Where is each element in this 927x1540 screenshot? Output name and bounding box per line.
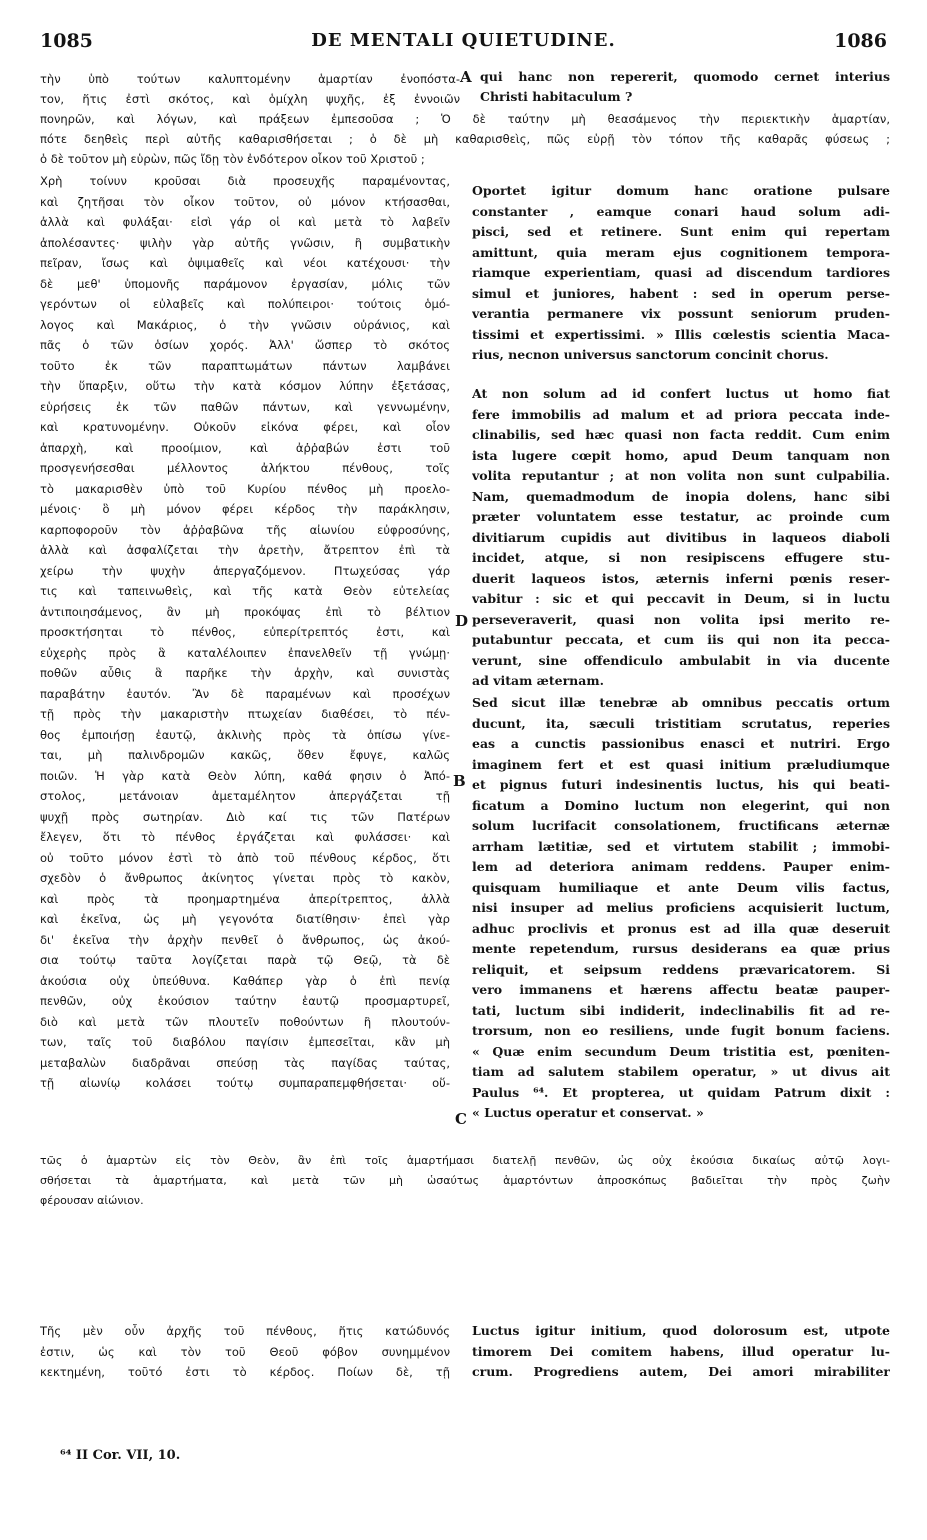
greek-column-line: ἀπαρχὴ, καὶ προοίμιον, καὶ ἀῤῥαβών ἐστι τοῦ	[40, 441, 450, 455]
greek-column-line: δὲ μεθ' ὑπομονῆς παράμονον ἐργασίαν, μόλις τῶν	[40, 277, 450, 291]
greek-column-line: στολος, μετάνοιαν ἀμεταμέλητον ἀπεργάζεται τῇ	[40, 789, 450, 803]
greek-column-line: ἔλεγεν, ὅτι τὸ πένθος ἐργάζεται καὶ φυλάσσει· καὶ	[40, 830, 450, 844]
latin-column-line: ista lugere cœpit homo, apud Deum tanquam non	[472, 448, 890, 463]
greek-column-line: διὸ καὶ μετὰ τῶν πλουτεῖν ποθούντων ἢ πλουτούν-	[40, 1015, 450, 1029]
greek-column-line: εὐχερὴς πρὸς ἃ καταλέλοιπεν ἐπανελθεῖν τῇ γνώμῃ·	[40, 646, 450, 660]
footnote: ⁶⁴ II Cor. VII, 10.	[60, 1448, 181, 1463]
top-greek-line: τὴν ὑπὸ τούτων καλυπτομένην ἁμαρτίαν ἐνοπόστα-	[40, 72, 460, 86]
latin-column-line: putabuntur peccata, et cum iis qui non ita pecca-	[472, 632, 890, 647]
latin-column-line: lem ad deteriora animam reddens. Pauper enim-	[472, 859, 890, 874]
latin-column-line: amittunt, quia meram ejus cognitionem tempora-	[472, 245, 890, 260]
greek-column-line: ἀντιποιησάμενος, ἂν μὴ προκόψας ἐπὶ τὸ βέλτιον	[40, 605, 450, 619]
greek-column-line: καὶ κρατυνομένην. Οὐκοῦν εἰκόνα φέρει, καὶ οἷον	[40, 420, 450, 434]
greek-column-line: χείρω τὴν ψυχὴν ἀπεργαζόμενον. Πτωχεύσας γάρ	[40, 564, 450, 578]
greek-column-line: τὸ μακαρισθὲν ὑπὸ τοῦ Κυρίου πένθος μὴ προελο-	[40, 482, 450, 496]
greek-column-line: παραβάτην ἑαυτόν. Ἂν δὲ παραμένων καὶ προσέχων	[40, 687, 450, 701]
latin-column-line: duerit laqueos istos, æternis inferni pœnis reser-	[472, 571, 890, 586]
greek-column-line: σχεδὸν ὁ ἄνθρωπος ἀκίνητος γίνεται πρὸς τὸ κακὸν,	[40, 871, 450, 885]
greek-column-line: σια τούτῳ ταῦτα λογίζεται παρὰ τῷ Θεῷ, τὰ δὲ	[40, 953, 450, 967]
latin-column-line: ad vitam æternam.	[472, 673, 604, 688]
latin-column-line: simul et juniores, habent : sed in operum perse-	[472, 286, 890, 301]
end-latin-line: crum. Progrediens autem, Dei amori mirabiliter	[472, 1364, 890, 1379]
greek-column-line: καὶ πρὸς τὰ προημαρτημένα ἀπερίτρεπτος, ἀλλὰ	[40, 892, 450, 906]
page-title: DE MENTALI QUIETUDINE.	[311, 30, 616, 51]
latin-column-line: verantia permanere vix possunt seniorum pruden-	[472, 306, 890, 321]
bottom-wide-line: τῶς ὁ ἁμαρτὼν εἰς τὸν Θεὸν, ἂν ἐπὶ τοῖς ἁμαρτήμασι διατελῇ πενθῶν, ὡς οὐχ ἑκούσια δικαίως αὐτῷ λογι-	[40, 1154, 890, 1167]
greek-column-line: δι' ἐκεῖνα τὴν ἀρχὴν πενθεῖ ὁ ἄνθρωπος, ὡς ἀκού-	[40, 933, 450, 947]
greek-column-line: οὐ τοῦτο μόνον ἐστὶ τὸ ἀπὸ τοῦ πένθους κέρδος, ὅτι	[40, 851, 450, 865]
greek-column-line: ται, μὴ παλινδρομῶν κακῶς, ὅθεν ἔφυγε, καλῶς	[40, 748, 450, 762]
margin-letter-d: D	[455, 612, 469, 630]
latin-column-line: tiam ad salutem stabilem operatur, » ut divus ait	[472, 1064, 890, 1079]
bottom-wide-line: φέρουσαν αἰώνιον.	[40, 1194, 144, 1207]
latin-column-line: adhuc proclivis et pronus est ad illa quæ deseruit	[472, 921, 890, 936]
top-greek-line: πονηρῶν, καὶ λόγων, καὶ πράξεων ἐμπεσοῦσα ; Ὁ δὲ ταύτην μὴ θεασάμενος τὴν περιεκτικὴν ἁμαρτίαν,	[40, 112, 890, 126]
latin-column-line: solum lucrifacit consolationem, fructificans æternæ	[472, 818, 890, 833]
latin-column-line: « Luctus operatur et conservat. »	[472, 1105, 704, 1120]
greek-column-line: ἀπολέσαντες· ψιλὴν γὰρ αὐτῆς γνῶσιν, ἢ συμβατικὴν	[40, 236, 450, 250]
end-greek-line: κεκτημένη, τοῦτό ἐστι τὸ κέρδος. Ποίων δὲ, τῇ	[40, 1365, 450, 1379]
latin-column-line: arrham lætitiæ, sed et virtutem stabilit ; immobi-	[472, 839, 890, 854]
latin-column-line: « Quæ enim secundum Deum tristitia est, pœniten-	[472, 1044, 890, 1059]
end-latin-line: Luctus igitur initium, quod dolorosum est, utpote	[472, 1323, 890, 1338]
end-greek-line: Τῆς μὲν οὖν ἀρχῆς τοῦ πένθους, ἥτις κατώδυνός	[40, 1324, 450, 1338]
latin-column-line: divitiarum cupidis aut divitibus in laqueos diaboli	[472, 530, 890, 545]
greek-column-line: καρποφοροῦν τὸν ἀῤῥαβῶνα τῆς αἰωνίου εὐφροσύνης,	[40, 523, 450, 537]
latin-column-line: tati, luctum sibi indiderit, indeclinabilis fit ad re-	[472, 1003, 890, 1018]
greek-column-line: προσκτήσηται τὸ πένθος, εὐπερίτρεπτός ἐστι, καὶ	[40, 625, 450, 639]
greek-column-line: ποθῶν αὖθις ἃ παρῆκε τὴν ἀρχὴν, καὶ συνιστὰς	[40, 666, 450, 680]
greek-column-line: Χρὴ τοίνυν κροῦσαι διὰ προσευχῆς παραμένοντας,	[40, 174, 450, 188]
greek-column-line: καὶ ἐκεῖνα, ὡς μὴ γεγονότα διατίθησιν· ἐπεὶ γὰρ	[40, 912, 450, 926]
top-greek-line: πότε δεηθεὶς περὶ αὐτῆς καθαρισθήσεται ; ὁ δὲ μὴ καθαρισθεὶς, πῶς εὑρῇ τὸν τόπον τῆς καθαρᾶς φύσεως ;	[40, 132, 890, 146]
margin-letter-b: B	[453, 772, 466, 790]
latin-column-line: vero immanens et hærens affectu beatæ pauper-	[472, 982, 890, 997]
latin-column-line: quisquam humiliaque et ante Deum vilis factus,	[472, 880, 890, 895]
end-latin-line: timorem Dei comitem habens, illud operatur lu-	[472, 1344, 890, 1359]
bottom-wide-line: σθήσεται τὰ ἁμαρτήματα, καὶ μετὰ τῶν μὴ ὡσαύτως ἁμαρτόντων ἀπροσκόπως βαδιεῖται τὴν πρὸς ζωὴν	[40, 1174, 890, 1187]
top-latin-line: qui hanc non repererit, quomodo cernet interius	[480, 69, 890, 84]
greek-column-line: ἀλλὰ καὶ φυλάξαι· εἰσὶ γάρ οἱ καὶ μετὰ τὸ λαβεῖν	[40, 215, 450, 229]
greek-column-line: πενθῶν, οὐχ ἑκούσιον ταύτην ἑαυτῷ προσμαρτυρεῖ,	[40, 994, 450, 1008]
latin-column-line: Nam, quemadmodum de inopia dolens, hanc sibi	[472, 489, 890, 504]
latin-column-line: trorsum, non eo resiliens, unde fugit bonum faciens.	[472, 1023, 890, 1038]
greek-column-line: γερόντων οἱ εὐλαβεῖς καὶ πολύπειροι· τούτοις ὁμό-	[40, 297, 450, 311]
latin-column-line: constanter , eamque conari haud solum adi-	[472, 204, 890, 219]
latin-column-line: At non solum ad id confert luctus ut homo fiat	[472, 386, 890, 401]
latin-column-line: mente repetendum, rursus desiderans ea quæ prius	[472, 941, 890, 956]
greek-column-line: ἀκούσια οὐχ ὑπεύθυνα. Καθάπερ γὰρ ὁ ἐπὶ πενίᾳ	[40, 974, 450, 988]
latin-column-line: ficatum a Domino luctum non elegerint, qui non	[472, 798, 890, 813]
greek-column-line: καὶ ζητῆσαι τὸν οἶκον τοῦτον, οὐ μόνον κτήσασθαι,	[40, 195, 450, 209]
margin-letter-a: A	[460, 68, 472, 86]
end-greek-line: ἐστιν, ὡς καὶ τὸν τοῦ Θεοῦ φόβον συνημμένον	[40, 1345, 450, 1359]
latin-column-line: eas a cunctis passionibus enasci et nutriri. Ergo	[472, 736, 890, 751]
latin-column-line: imaginem fert et est quasi initium præludiumque	[472, 757, 890, 772]
latin-column-line: nisi insuper ad melius proficiens acquisierit luctum,	[472, 900, 890, 915]
greek-column-line: μένοις· ὃ μὴ μόνον φέρει κέρδος τὴν παράκλησιν,	[40, 502, 450, 516]
greek-column-line: τοῦτο ἐκ τῶν παραπτωμάτων πάντων λαμβάνει	[40, 359, 450, 373]
latin-column-line: præter voluntatem esse testatur, ac proinde cum	[472, 509, 890, 524]
top-greek-line: τον, ἥτις ἐστὶ σκότος, καὶ ὁμίχλη ψυχῆς, ἐξ ἐννοιῶν	[40, 92, 460, 106]
greek-column-line: πεῖραν, ἴσως καὶ ὀψιμαθεῖς καὶ νέοι κατέχουσι· τὴν	[40, 256, 450, 270]
greek-column-line: των, ταῖς τοῦ διαβόλου παγίσιν ἐμπεσεῖται, κἂν μὴ	[40, 1035, 450, 1049]
latin-column-line: ducunt, ita, sæculi tristitiam scrutatus, reperies	[472, 716, 890, 731]
latin-column-line: reliquit, et seipsum reddens prævaricatorem. Si	[472, 962, 890, 977]
greek-column-line: τὴν ὕπαρξιν, οὕτω τὴν κατὰ κόσμον λύπην ἐξετάσας,	[40, 379, 450, 393]
top-greek-line: ὁ δὲ τοῦτον μὴ εὑρὼν, πῶς ἴδῃ τὸν ἐνδότερον οἶκον τοῦ Χριστοῦ ;	[40, 152, 425, 166]
greek-column-line: προσγενήσεσθαι μέλλοντος ἀλήκτου πένθους, τοῖς	[40, 461, 450, 475]
top-latin-line: Christi habitaculum ?	[480, 89, 633, 104]
greek-column-line: ποιῶν. Ἡ γὰρ κατὰ Θεὸν λύπη, καθά φησιν ὁ Ἀπό-	[40, 769, 450, 783]
latin-column-line: pisci, sed et retinere. Sunt enim qui repertam	[472, 224, 890, 239]
latin-column-line: perseveraverit, quasi non volita ipsi merito re-	[472, 612, 890, 627]
latin-column-line: Sed sicut illæ tenebræ ab omnibus peccatis ortum	[472, 695, 890, 710]
latin-column-line: riamque experientiam, quasi ad discendum tardiores	[472, 265, 890, 280]
latin-column-line: incidet, atque, si non resipiscens effugere stu-	[472, 550, 890, 565]
greek-column-line: ψυχῇ πρὸς σωτηρίαν. Διὸ καί τις τῶν Πατέρων	[40, 810, 450, 824]
latin-column-line: volita reputantur ; at non volita non sunt culpabilia.	[472, 468, 890, 483]
greek-column-line: τις καὶ ταπεινωθεὶς, καὶ τῆς κατὰ Θεὸν εὐτελείας	[40, 584, 450, 598]
latin-column-line: fere immobilis ad malum et ad priora peccata inde-	[472, 407, 890, 422]
left-page-number: 1085	[40, 30, 93, 52]
latin-column-line: Paulus ⁶⁴. Et propterea, ut quidam Patrum dixit :	[472, 1085, 890, 1100]
latin-column-line: vabitur : sic et qui peccavit in Deum, si in luctu	[472, 591, 890, 606]
greek-column-line: εὑρήσεις ἐκ τῶν παθῶν πάντων, καὶ γεννωμένην,	[40, 400, 450, 414]
latin-column-line: rius, necnon universus sanctorum concinit chorus.	[472, 347, 829, 362]
latin-column-line: tissimi et expertissimi. » Illis cœlestis scientia Maca-	[472, 327, 890, 342]
latin-column-line: et pignus futuri indesinentis luctus, his qui beati-	[472, 777, 890, 792]
greek-column-line: λογος καὶ Μακάριος, ὁ τὴν γνῶσιν οὐράνιος, καὶ	[40, 318, 450, 332]
greek-column-line: τῇ πρὸς τὴν μακαριστὴν πτωχείαν διαθέσει, τὸ πέν-	[40, 707, 450, 721]
greek-column-line: πᾶς ὁ τῶν ὁσίων χορός. Ἀλλ' ὥσπερ τὸ σκότος	[40, 338, 450, 352]
latin-column-line: verunt, sine offendiculo ambulabit in via ducente	[472, 653, 890, 668]
margin-letter-c: C	[455, 1110, 467, 1128]
latin-column-line: Oportet igitur domum hanc oratione pulsare	[472, 183, 890, 198]
latin-column-line: clinabilis, sed hæc quasi non facta reddit. Cum enim	[472, 427, 890, 442]
greek-column-line: ἀλλὰ καὶ ἀσφαλίζεται τὴν ἀρετὴν, ἄτρεπτον ἐπὶ τὰ	[40, 543, 450, 557]
greek-column-line: τῇ αἰωνίῳ κολάσει τούτῳ συμπαραπεμφθήσεται· οὕ-	[40, 1076, 450, 1090]
greek-column-line: θος ἐμποιήσῃ ἑαυτῷ, ἀκλινὴς πρὸς τὰ ὀπίσω γίνε-	[40, 728, 450, 742]
right-page-number: 1086	[834, 30, 887, 52]
greek-column-line: μεταβαλὼν διαδρᾶναι σπεύσῃ τὰς παγίδας ταύτας,	[40, 1056, 450, 1070]
